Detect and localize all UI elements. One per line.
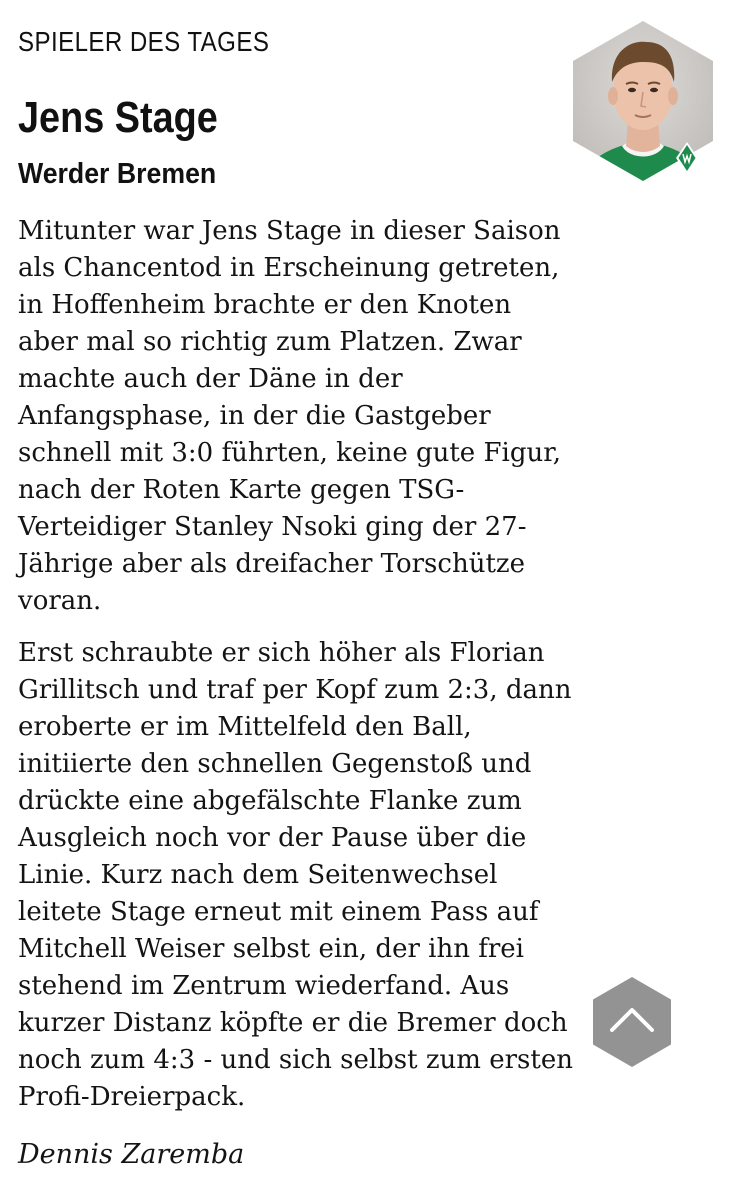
player-portrait	[572, 20, 714, 182]
scroll-to-top-button[interactable]	[592, 976, 672, 1068]
article-paragraph: Erst schraubte er sich höher als Florian Grillitsch und traf per Kopf zum 2:3, dann eroberte er im Mittelfeld den Ball, initiierte den schnellen Gegenstoß und drückte eine abgefälschte Flanke zum Ausgleich noch vor der Pause über die Linie. Kurz nach dem Seitenwechsel leitete Stage erneut mit einem Pass auf Mitchell Weiser selbst ein, der ihn frei stehend im Zentrum wiederfand. Aus kurzer Distanz köpfte er die Bremer doch noch zum 4:3 - und sich selbst zum ersten Profi-Dreierpack.	[18, 638, 573, 1112]
player-name: Jens Stage	[18, 93, 218, 142]
kicker-label: SPIELER DES TAGES	[18, 26, 270, 57]
club-name: Werder Bremen	[18, 158, 217, 190]
author-name: Dennis Zaremba	[18, 1139, 245, 1170]
article-body	[18, 213, 648, 1116]
article-paragraph: Mitunter war Jens Stage in dieser Saison als Chancentod in Erscheinung getreten, in Hoffenheim brachte er den Knoten aber mal so richtig zum Platzen. Zwar machte auch der Däne in der Anfangsphase, in der die Gastgeber schnell mit 3:0 führten, keine gute Figur, nach der Roten Karte gegen TSG- Verteidiger Stanley Nsoki ging der 27- Jährige aber als dreifacher Torschütze voran.	[18, 216, 562, 616]
